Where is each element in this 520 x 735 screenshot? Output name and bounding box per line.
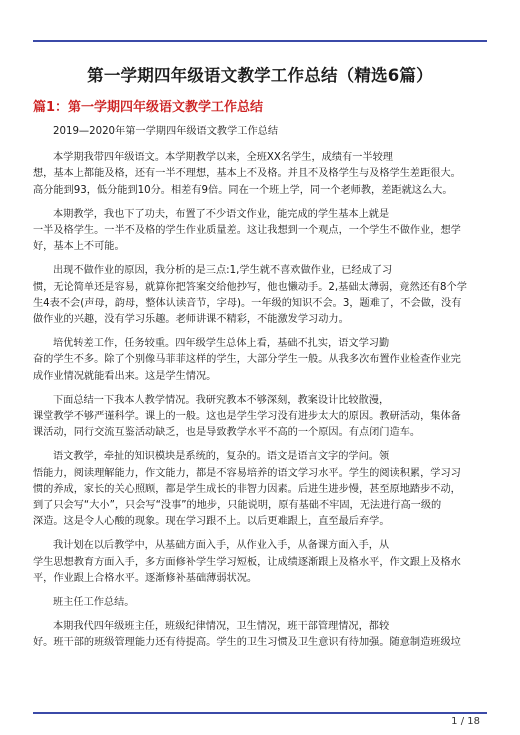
paragraph bbox=[33, 207, 487, 256]
page-indicator: 1 / 18 bbox=[451, 716, 480, 727]
document-body bbox=[33, 124, 487, 660]
footer-rule bbox=[33, 712, 487, 714]
text-line: 课堂教学不够严谨科学。课上的一般。这也是学生学习没有进步太大的原因。教研活动，集体备 bbox=[33, 411, 461, 423]
text-line: 深造。这是令人心酸的现象。现在学习跟不上。以后更难跟上，直至最后弃学。 bbox=[33, 516, 390, 528]
text-line: 惯，无论简单还是容易，就算你把答案交给他抄写，他也懒动手。2,基础太薄弱，竟然还有8个学 bbox=[33, 281, 467, 293]
document-title: 第一学期四年级语文教学工作总结（精选6篇） bbox=[87, 66, 433, 85]
text-line: 悟能力，阅读理解能力，作文能力，都是不容易培养的语文学习水平。学生的阅读积累，学习习 bbox=[33, 467, 461, 479]
text-line: 本期教学，我也下了功夫，布置了不少语文作业，能完成的学生基本上就是 bbox=[53, 208, 390, 220]
header-rule bbox=[33, 40, 487, 42]
paragraph bbox=[33, 150, 487, 199]
text-line: 成作业情况就能看出来。这是学生情况。 bbox=[33, 370, 217, 382]
text-line: 本学期我带四年级语文。本学期教学以来，全班XX名学生，成绩有一半较理 bbox=[53, 152, 393, 164]
text-line: 平，作业跟上合格水平。逐渐修补基础薄弱状况。 bbox=[33, 572, 258, 584]
text-line: 奋的学生不多。除了个别像马菲菲这样的学生，大部分学生一般。从我多次布置作业检查作业完 bbox=[33, 354, 461, 366]
text-line: 到了只会写“大小”，只会写“没事”的地步，只能说明，原有基础不牢固，无法进行高一级的 bbox=[33, 500, 442, 512]
text-line: 课活动，同行交流互鉴活动缺乏，也是导致教学水平不高的一个原因。有点闭门造车。 bbox=[33, 427, 421, 439]
paragraph bbox=[33, 393, 487, 442]
text-line: 惯的养成，家长的关心照顾，都是学生成长的非智力因素。后进生进步慢，甚至原地踏步不动， bbox=[33, 483, 461, 495]
paragraph bbox=[33, 336, 487, 385]
text-line: 语文教学，牵扯的知识模块是系统的，复杂的。语文是语言文字的学问。领 bbox=[53, 451, 390, 463]
text-line: 下面总结一下我本人教学情况。我研究教本不够深刻，教案设计比较散漫， bbox=[53, 394, 390, 406]
text-line: 好，基本上不可能。 bbox=[33, 241, 125, 253]
text-line: 想，基本上都能及格，还有一半不理想，基本上不及格。并且不及格学生与及格学生差距很大。 bbox=[33, 168, 461, 180]
text-line: 出现不做作业的原因，我分析的是三点:1,学生就不喜欢做作业，已经成了习 bbox=[53, 265, 393, 277]
paragraph bbox=[33, 619, 487, 651]
text-line: 高分能到93，低分能到10分。相差有9倍。同在一个班上学，同一个老师教，差距就这么大。 bbox=[33, 184, 453, 196]
text-line: 班主任工作总结。 bbox=[53, 597, 135, 609]
text-line: 做作业的兴趣，没有学习乐趣。老师讲课不精彩，不能激发学习动力。 bbox=[33, 314, 349, 326]
text-line: 好。班干部的班级管理能力还有待提高。学生的卫生习惯及卫生意识有待加强。随意制造班级垃 bbox=[33, 637, 461, 649]
paragraph bbox=[33, 595, 487, 611]
text-line: 本期我代四年级班主任，班级纪律情况，卫生情况，班干部管理情况，都较 bbox=[53, 621, 390, 633]
paragraph bbox=[33, 449, 487, 530]
text-line: 培优转差工作，任务较重。四年级学生总体上看，基础不扎实，语文学习勤 bbox=[53, 338, 390, 350]
text-line: 2019—2020年第一学期四年级语文教学工作总结 bbox=[53, 126, 279, 137]
text-line: 学生思想教育方面入手，多方面修补学生学习短板，让成绩逐渐跟上及格水平，作文跟上及格水 bbox=[33, 556, 461, 568]
text-line: 我计划在以后教学中，从基础方面入手，从作业入手，从备课方面入手，从 bbox=[53, 540, 390, 552]
text-line: 生4表不会(声母，韵母，整体认读音节，字母)。一年级的知识不会。3，题难了，不会做，没有 bbox=[33, 297, 462, 309]
paragraph bbox=[33, 538, 487, 587]
text-line: 一半及格学生。一半不及格的学生作业质量差。这让我想到一个观点，一个学生不做作业，想学 bbox=[33, 225, 461, 237]
section-heading: 篇1：第一学期四年级语文教学工作总结 bbox=[33, 100, 264, 115]
paragraph bbox=[33, 263, 487, 328]
paragraph bbox=[33, 124, 487, 140]
